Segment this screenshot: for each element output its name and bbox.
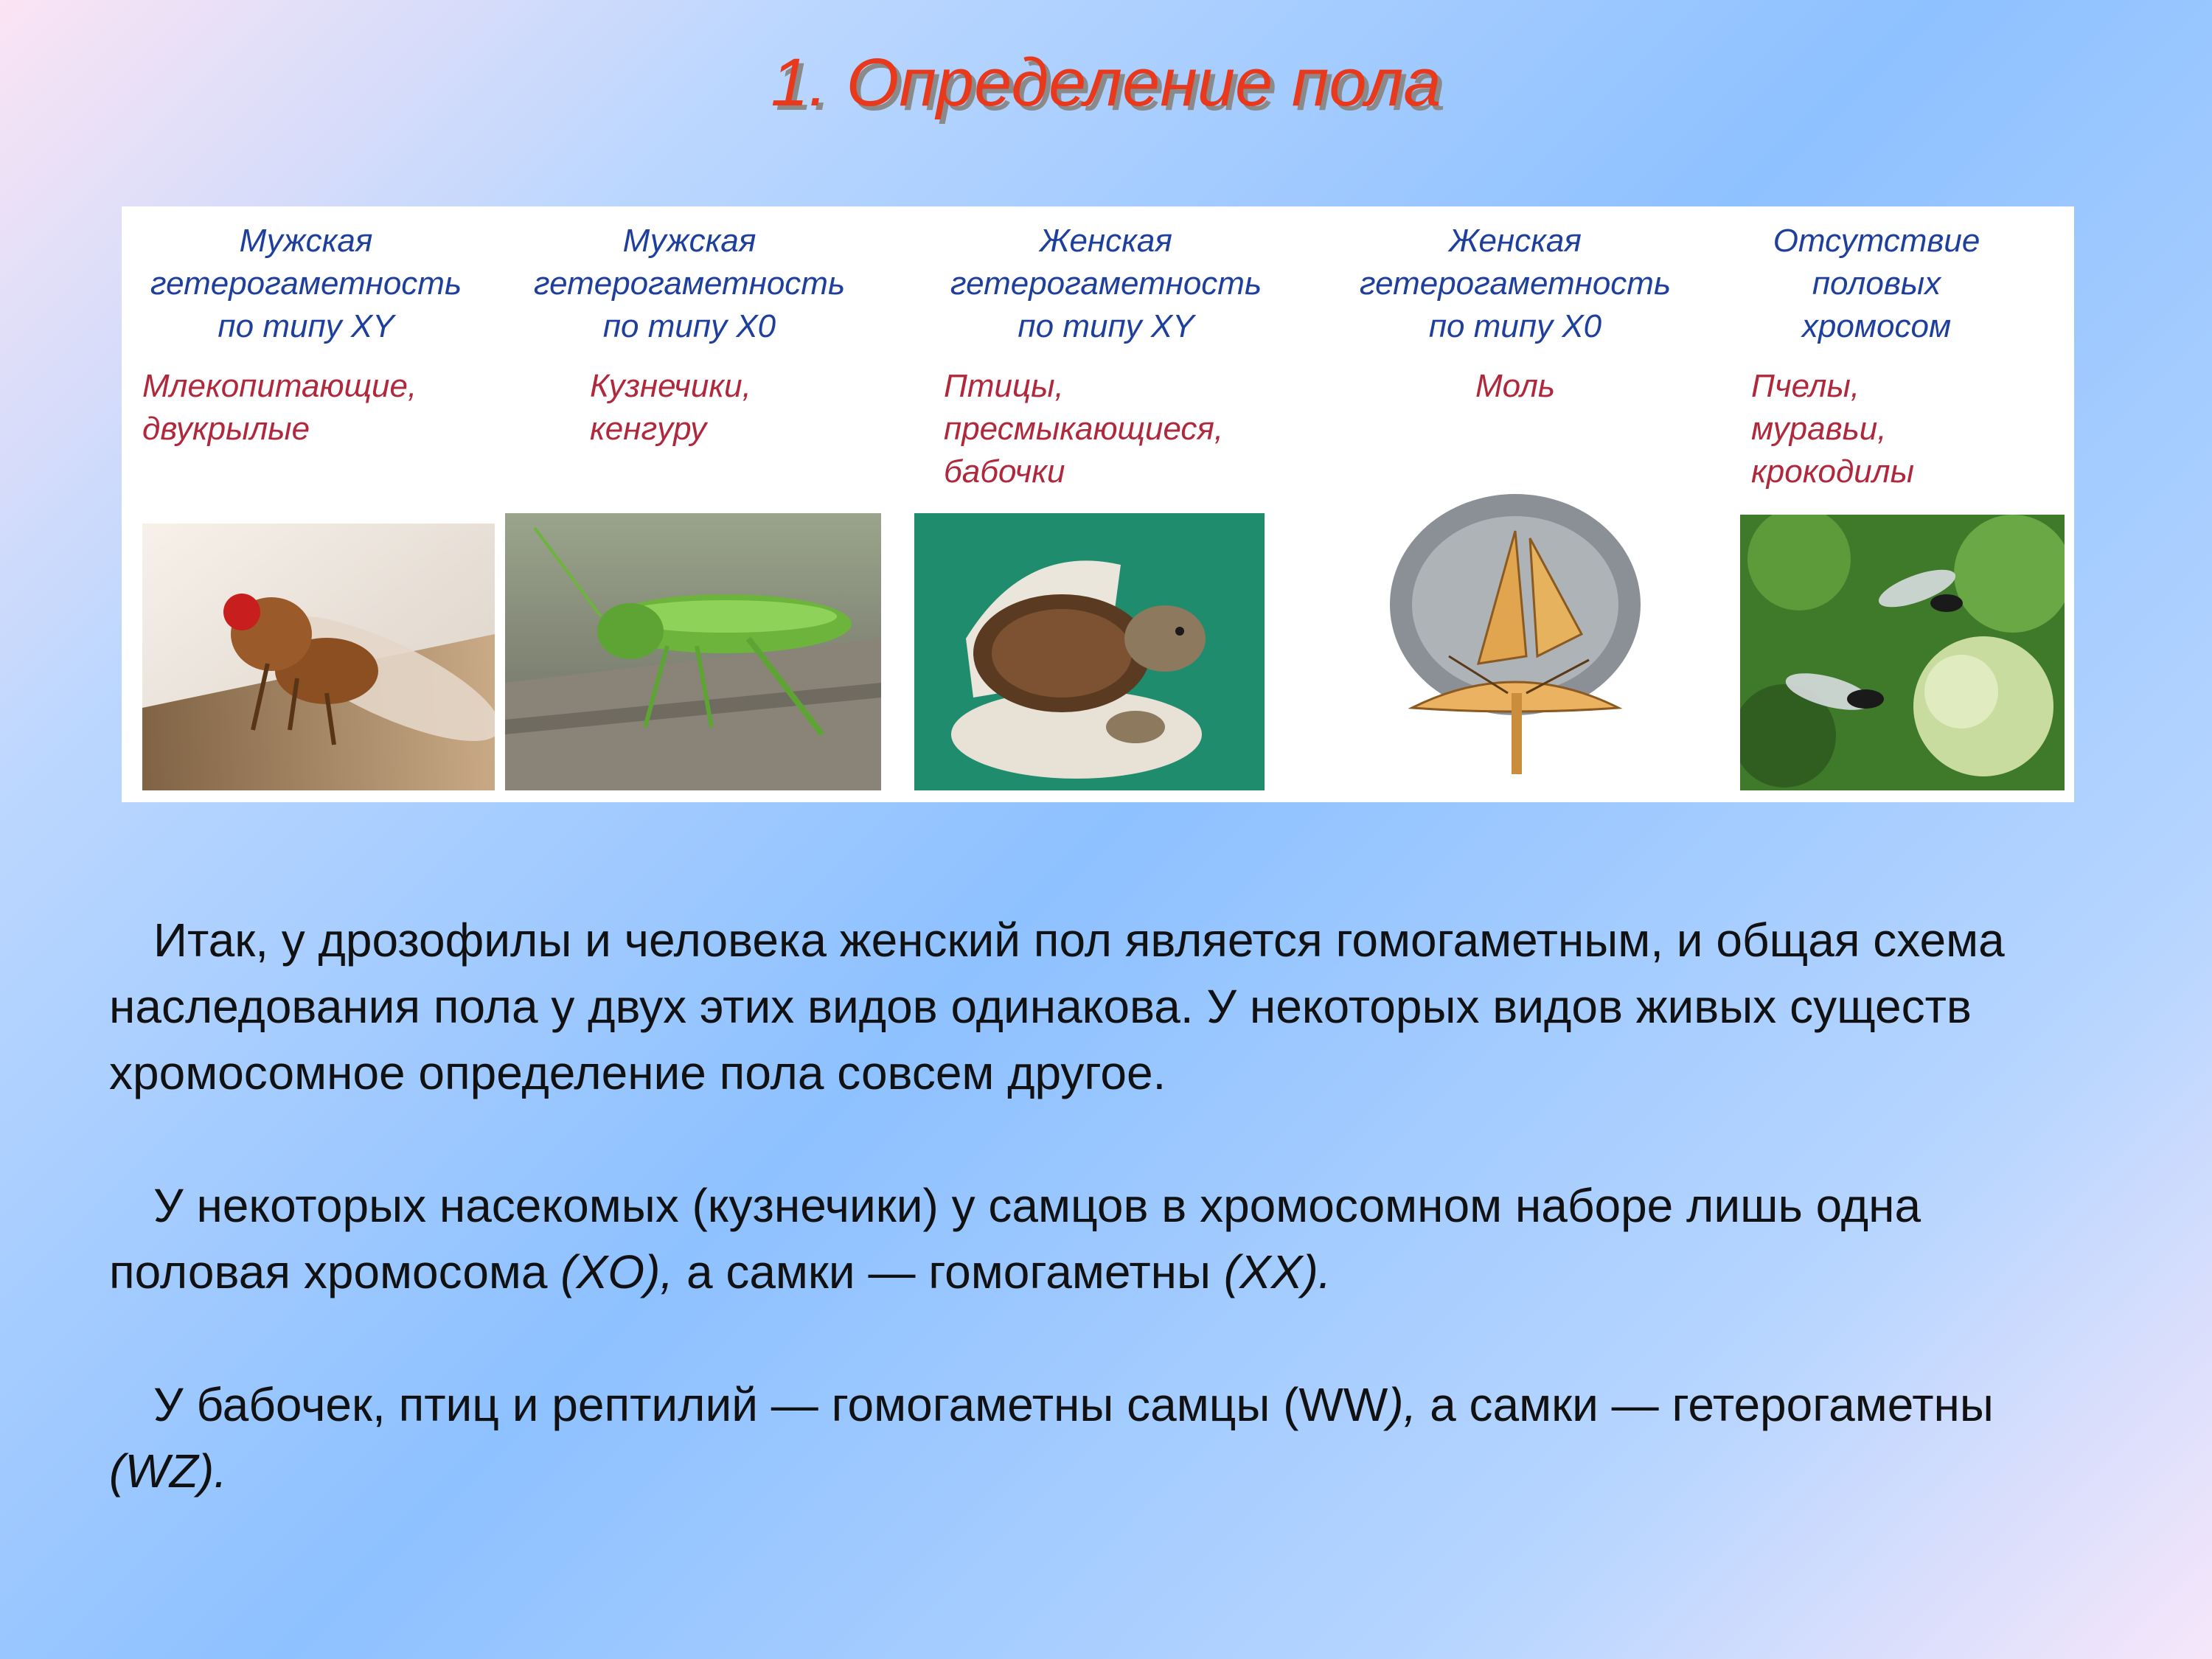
column-male-xy [122,206,490,802]
body-text [109,907,2115,1571]
hatching-turtle-photo [914,513,1265,790]
column-female-x0 [1331,206,1700,802]
column-male-x0 [505,206,874,802]
chromosome-notation-xx: (XX). [1223,1245,1332,1298]
paragraph-2 [109,1172,2115,1305]
column-examples: Кузнечики, кенгуру [590,368,751,447]
grasshopper-photo [505,513,881,790]
paragraph-3-text-cont: а самки — гетерогаметны [1416,1378,1994,1431]
paragraph-3-punct: ), [1388,1378,1417,1431]
chromosome-notation-wz: (WZ). [109,1444,227,1498]
moth-illustration [1368,487,1663,796]
column-heading: Женская гетерогаметность по типу X0 [1359,223,1672,344]
paragraph-1 [109,907,2115,1106]
fruit-fly-photo [142,524,495,790]
paragraph-1-text: Итак, у дрозофилы и человека женский пол является гомогаметным, и общая схема наследования пола у двух этих видов одинакова. У некоторых видов живых существ хромосомное определение пола совсем другое. [109,914,2005,1099]
column-examples: Моль [1475,368,1556,404]
winged-ants-photo [1740,515,2065,790]
column-heading: Мужская гетерогаметность по типу XY [150,223,462,344]
paragraph-2-text: У некоторых насекомых (кузнечики) у самцов в хромосомном наборе лишь одна половая хромосома [109,1179,1921,1298]
paragraph-3-text: У бабочек, птиц и рептилий — гомогаметны самцы (WW [153,1378,1388,1431]
sex-determination-figure [122,206,2074,802]
chromosome-notation-xo: (XO), [560,1245,674,1298]
column-examples: Птицы, пресмыкающиеся, бабочки [944,368,1224,490]
slide-title: 1. Определение пола [771,45,1441,120]
column-heading: Мужская гетерогаметность по типу X0 [533,223,846,344]
column-heading: Отсутствие половых хромосом [1773,223,1980,344]
column-examples: Пчелы, муравьи, крокодилы [1751,368,1914,490]
column-no-sex-chromosomes [1707,206,2074,802]
column-female-xy [914,206,1298,802]
column-examples: Млекопитающие, двукрылые [142,368,417,447]
paragraph-2-text-cont: а самки — гомогаметны [673,1245,1224,1298]
paragraph-3 [109,1371,2115,1504]
column-heading: Женская гетерогаметность по типу XY [950,223,1262,344]
